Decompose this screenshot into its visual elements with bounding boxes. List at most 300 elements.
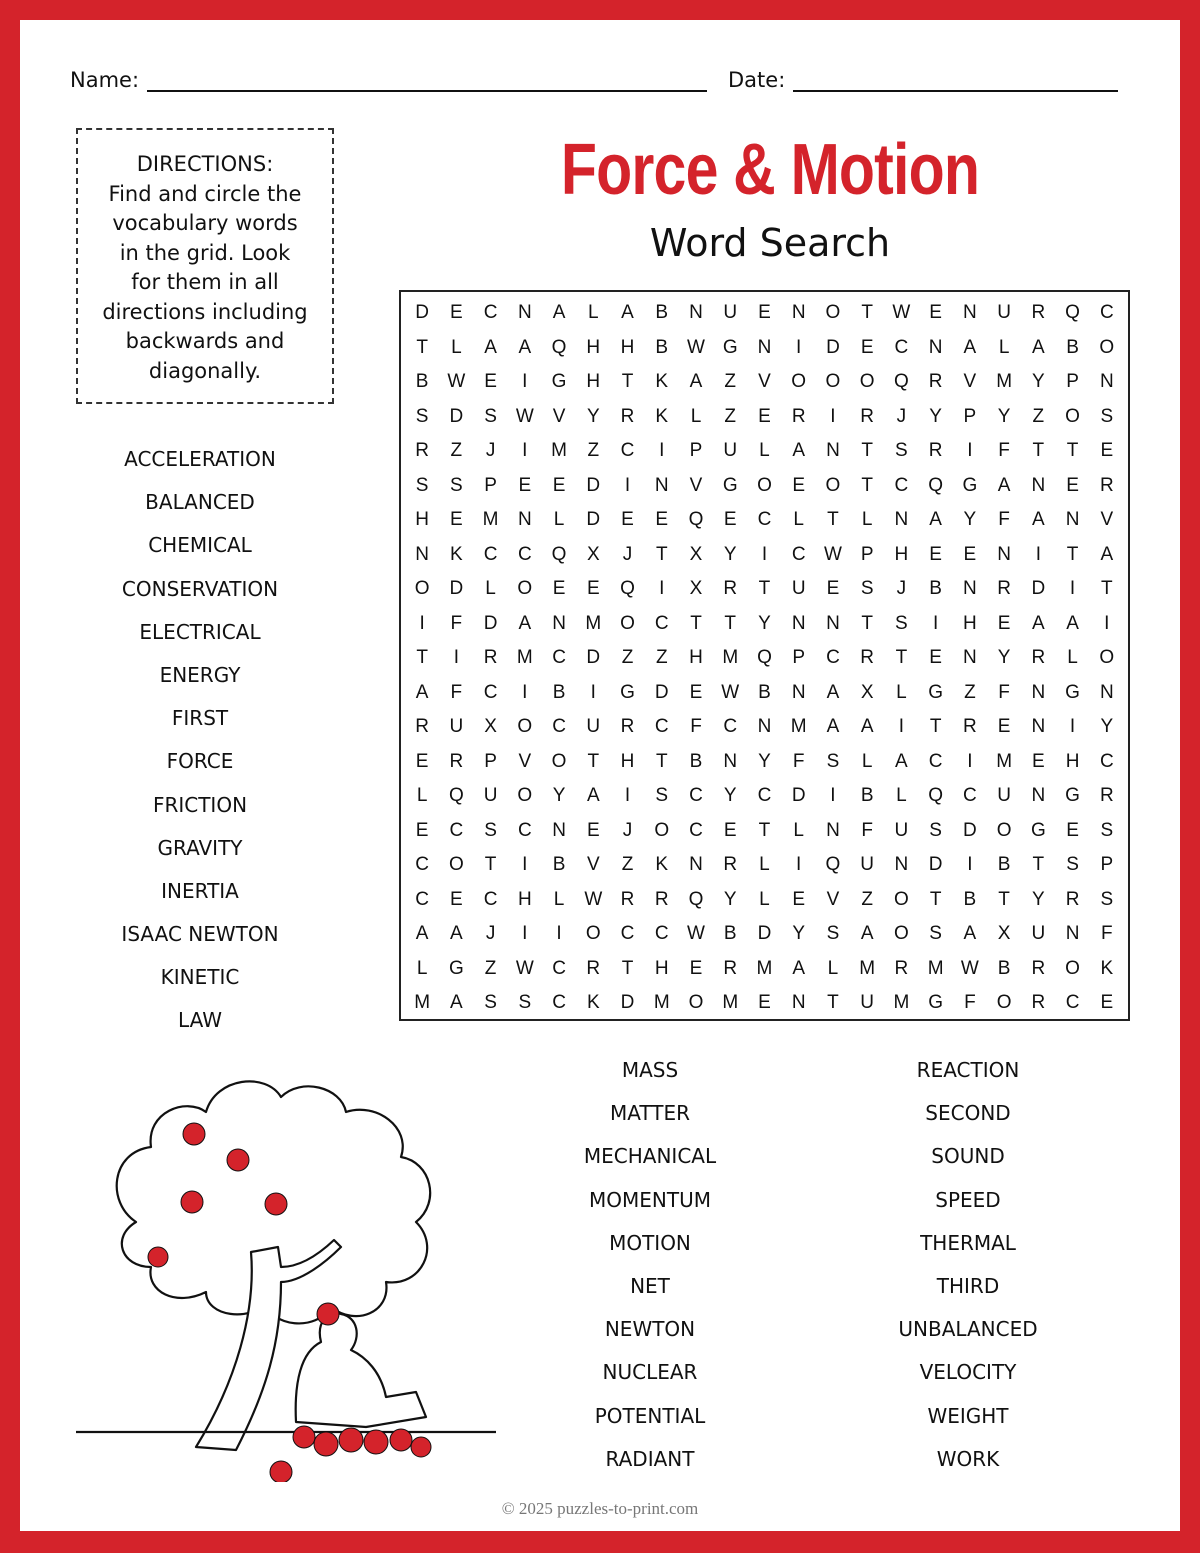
grid-cell[interactable]: P bbox=[1100, 854, 1114, 876]
grid-cell[interactable]: F bbox=[450, 612, 463, 634]
grid-cell[interactable]: L bbox=[451, 336, 462, 358]
grid-cell[interactable]: I bbox=[522, 854, 528, 876]
grid-cell[interactable]: O bbox=[825, 371, 841, 393]
grid-cell[interactable]: L bbox=[1067, 647, 1078, 669]
grid-cell[interactable]: L bbox=[827, 957, 839, 979]
grid-cell[interactable]: C bbox=[654, 612, 669, 634]
grid-cell[interactable]: T bbox=[621, 371, 634, 393]
grid-cell[interactable]: G bbox=[1065, 681, 1080, 703]
grid-cell[interactable]: Y bbox=[997, 405, 1011, 427]
grid-cell[interactable]: R bbox=[415, 716, 429, 738]
grid-cell[interactable]: E bbox=[586, 819, 600, 841]
grid-cell[interactable]: K bbox=[655, 371, 669, 393]
grid-cell[interactable]: B bbox=[655, 302, 669, 324]
grid-cell[interactable]: T bbox=[758, 819, 771, 841]
grid-cell[interactable]: C bbox=[1065, 992, 1080, 1014]
grid-cell[interactable]: T bbox=[621, 957, 634, 979]
grid-cell[interactable]: T bbox=[929, 716, 942, 738]
grid-cell[interactable]: H bbox=[415, 509, 429, 531]
grid-cell[interactable]: Y bbox=[758, 612, 771, 634]
grid-cell[interactable]: X bbox=[689, 578, 703, 600]
grid-cell[interactable]: N bbox=[1031, 681, 1046, 703]
grid-cell[interactable]: N bbox=[894, 854, 909, 876]
date-blank-line[interactable] bbox=[793, 66, 1118, 92]
grid-cell[interactable]: U bbox=[586, 716, 601, 738]
grid-cell[interactable]: R bbox=[586, 957, 601, 979]
grid-cell[interactable]: C bbox=[415, 888, 429, 910]
grid-cell[interactable]: Q bbox=[688, 509, 704, 531]
grid-cell[interactable]: K bbox=[450, 543, 463, 565]
grid-cell[interactable]: W bbox=[823, 543, 842, 565]
grid-cell[interactable]: S bbox=[826, 750, 840, 772]
grid-cell[interactable]: N bbox=[1065, 509, 1080, 531]
grid-cell[interactable]: O bbox=[517, 785, 533, 807]
grid-cell[interactable]: L bbox=[690, 405, 702, 427]
grid-cell[interactable]: D bbox=[826, 336, 840, 358]
grid-cell[interactable]: B bbox=[758, 681, 771, 703]
grid-cell[interactable]: A bbox=[860, 923, 874, 945]
grid-cell[interactable]: O bbox=[791, 371, 807, 393]
grid-cell[interactable]: G bbox=[448, 957, 464, 979]
grid-cell[interactable]: P bbox=[963, 405, 977, 427]
grid-cell[interactable]: C bbox=[620, 923, 635, 945]
grid-cell[interactable]: N bbox=[1031, 716, 1046, 738]
grid-cell[interactable]: A bbox=[1031, 612, 1045, 634]
grid-cell[interactable]: R bbox=[791, 405, 806, 427]
grid-cell[interactable]: K bbox=[655, 854, 669, 876]
grid-cell[interactable]: R bbox=[860, 405, 875, 427]
grid-cell[interactable]: Z bbox=[964, 681, 976, 703]
grid-cell[interactable]: M bbox=[585, 612, 602, 634]
grid-cell[interactable]: N bbox=[552, 819, 566, 841]
grid-cell[interactable]: C bbox=[517, 819, 532, 841]
grid-cell[interactable]: C bbox=[1099, 750, 1114, 772]
grid-cell[interactable]: N bbox=[997, 543, 1011, 565]
grid-cell[interactable]: Q bbox=[688, 888, 704, 910]
grid-cell[interactable]: O bbox=[620, 612, 635, 634]
grid-cell[interactable]: D bbox=[449, 405, 464, 427]
grid-cell[interactable]: Y bbox=[586, 405, 600, 427]
grid-cell[interactable]: G bbox=[722, 474, 738, 496]
grid-cell[interactable]: H bbox=[654, 957, 669, 979]
grid-cell[interactable]: T bbox=[827, 509, 839, 531]
word-search-grid[interactable] bbox=[399, 290, 1130, 1021]
grid-cell[interactable]: Y bbox=[963, 509, 977, 531]
grid-cell[interactable]: N bbox=[1031, 785, 1046, 807]
grid-cell[interactable]: O bbox=[1065, 405, 1080, 427]
grid-cell[interactable]: J bbox=[485, 923, 496, 945]
grid-cell[interactable]: S bbox=[1100, 819, 1114, 841]
grid-cell[interactable]: D bbox=[1031, 578, 1046, 600]
grid-cell[interactable]: C bbox=[552, 957, 566, 979]
grid-cell[interactable]: G bbox=[1065, 785, 1080, 807]
grid-cell[interactable]: A bbox=[826, 716, 840, 738]
grid-cell[interactable]: O bbox=[996, 819, 1012, 841]
grid-cell[interactable]: N bbox=[552, 612, 566, 634]
grid-cell[interactable]: F bbox=[450, 681, 463, 703]
grid-cell[interactable]: E bbox=[415, 750, 429, 772]
grid-cell[interactable]: S bbox=[895, 612, 908, 634]
grid-cell[interactable]: Z bbox=[724, 405, 737, 427]
grid-cell[interactable]: O bbox=[517, 716, 533, 738]
grid-cell[interactable]: B bbox=[997, 957, 1011, 979]
grid-cell[interactable]: J bbox=[622, 543, 633, 565]
grid-cell[interactable]: W bbox=[721, 681, 740, 703]
grid-cell[interactable]: S bbox=[518, 992, 532, 1014]
grid-cell[interactable]: S bbox=[929, 923, 942, 945]
grid-cell[interactable]: R bbox=[997, 578, 1011, 600]
grid-cell[interactable]: U bbox=[860, 854, 875, 876]
grid-cell[interactable]: Z bbox=[724, 371, 737, 393]
grid-cell[interactable]: N bbox=[757, 336, 772, 358]
grid-cell[interactable]: E bbox=[826, 578, 840, 600]
grid-cell[interactable]: Y bbox=[723, 543, 737, 565]
grid-cell[interactable]: D bbox=[586, 474, 601, 496]
grid-cell[interactable]: E bbox=[450, 302, 463, 324]
grid-cell[interactable]: O bbox=[1099, 336, 1115, 358]
grid-cell[interactable]: I bbox=[932, 612, 939, 634]
grid-cell[interactable]: C bbox=[654, 923, 669, 945]
grid-cell[interactable]: U bbox=[483, 785, 498, 807]
grid-cell[interactable]: R bbox=[620, 716, 635, 738]
grid-cell[interactable]: Q bbox=[1065, 302, 1080, 324]
grid-cell[interactable]: N bbox=[791, 992, 806, 1014]
grid-cell[interactable]: L bbox=[416, 957, 428, 979]
grid-cell[interactable]: C bbox=[517, 543, 532, 565]
grid-cell[interactable]: T bbox=[1066, 543, 1079, 565]
grid-cell[interactable]: I bbox=[967, 440, 973, 462]
grid-cell[interactable]: G bbox=[962, 474, 978, 496]
grid-cell[interactable]: C bbox=[552, 992, 566, 1014]
grid-cell[interactable]: W bbox=[687, 336, 705, 358]
grid-cell[interactable]: E bbox=[484, 371, 497, 393]
grid-cell[interactable]: T bbox=[690, 612, 702, 634]
grid-cell[interactable]: E bbox=[689, 957, 703, 979]
grid-cell[interactable]: O bbox=[859, 371, 875, 393]
grid-cell[interactable]: P bbox=[792, 647, 806, 669]
grid-cell[interactable]: V bbox=[1100, 509, 1114, 531]
grid-cell[interactable]: M bbox=[482, 509, 499, 531]
grid-cell[interactable]: C bbox=[1099, 302, 1114, 324]
grid-cell[interactable]: I bbox=[830, 405, 836, 427]
grid-cell[interactable]: T bbox=[1032, 440, 1045, 462]
grid-cell[interactable]: I bbox=[590, 681, 596, 703]
grid-cell[interactable]: F bbox=[861, 819, 873, 841]
grid-cell[interactable]: L bbox=[416, 785, 428, 807]
grid-cell[interactable]: N bbox=[963, 302, 977, 324]
grid-cell[interactable]: Y bbox=[723, 888, 737, 910]
grid-cell[interactable]: N bbox=[689, 854, 703, 876]
grid-cell[interactable]: C bbox=[483, 302, 498, 324]
grid-cell[interactable]: S bbox=[1066, 854, 1079, 876]
grid-cell[interactable]: S bbox=[415, 474, 429, 496]
grid-cell[interactable]: H bbox=[586, 336, 601, 358]
grid-cell[interactable]: E bbox=[997, 716, 1011, 738]
grid-cell[interactable]: R bbox=[1031, 957, 1046, 979]
grid-cell[interactable]: A bbox=[621, 302, 634, 324]
grid-cell[interactable]: K bbox=[1100, 957, 1114, 979]
name-blank-line[interactable] bbox=[147, 66, 707, 92]
grid-cell[interactable]: J bbox=[896, 578, 907, 600]
grid-cell[interactable]: L bbox=[793, 819, 804, 841]
grid-cell[interactable]: D bbox=[757, 923, 772, 945]
grid-cell[interactable]: A bbox=[826, 681, 840, 703]
grid-cell[interactable]: E bbox=[792, 474, 806, 496]
grid-cell[interactable]: G bbox=[551, 371, 567, 393]
grid-cell[interactable]: F bbox=[998, 440, 1010, 462]
grid-cell[interactable]: C bbox=[415, 854, 429, 876]
grid-cell[interactable]: B bbox=[929, 578, 942, 600]
grid-cell[interactable]: I bbox=[830, 785, 836, 807]
grid-cell[interactable]: O bbox=[448, 854, 464, 876]
grid-cell[interactable]: O bbox=[996, 992, 1012, 1014]
grid-cell[interactable]: D bbox=[791, 785, 806, 807]
grid-cell[interactable]: B bbox=[997, 854, 1011, 876]
grid-cell[interactable]: Q bbox=[551, 336, 567, 358]
grid-cell[interactable]: B bbox=[860, 785, 874, 807]
grid-cell[interactable]: E bbox=[450, 888, 463, 910]
grid-cell[interactable]: D bbox=[483, 612, 498, 634]
grid-cell[interactable]: E bbox=[552, 474, 566, 496]
grid-cell[interactable]: Z bbox=[587, 440, 600, 462]
grid-cell[interactable]: I bbox=[967, 750, 973, 772]
grid-cell[interactable]: L bbox=[588, 302, 599, 324]
grid-cell[interactable]: T bbox=[758, 578, 771, 600]
grid-cell[interactable]: O bbox=[688, 992, 704, 1014]
grid-cell[interactable]: K bbox=[655, 405, 669, 427]
grid-cell[interactable]: D bbox=[586, 647, 601, 669]
grid-cell[interactable]: A bbox=[586, 785, 600, 807]
grid-cell[interactable]: V bbox=[758, 371, 771, 393]
grid-cell[interactable]: I bbox=[659, 578, 665, 600]
grid-cell[interactable]: W bbox=[960, 957, 979, 979]
grid-cell[interactable]: I bbox=[1069, 716, 1076, 738]
grid-cell[interactable]: H bbox=[963, 612, 977, 634]
grid-cell[interactable]: L bbox=[485, 578, 496, 600]
grid-cell[interactable]: D bbox=[415, 302, 429, 324]
grid-cell[interactable]: A bbox=[792, 957, 806, 979]
grid-cell[interactable]: C bbox=[689, 819, 703, 841]
grid-cell[interactable]: N bbox=[517, 302, 532, 324]
grid-cell[interactable]: C bbox=[552, 716, 566, 738]
grid-cell[interactable]: H bbox=[586, 371, 601, 393]
grid-cell[interactable]: V bbox=[826, 888, 840, 910]
grid-cell[interactable]: A bbox=[929, 509, 942, 531]
grid-cell[interactable]: T bbox=[861, 302, 873, 324]
grid-cell[interactable]: E bbox=[586, 578, 600, 600]
grid-cell[interactable]: M bbox=[722, 647, 739, 669]
grid-cell[interactable]: P bbox=[1066, 371, 1079, 393]
grid-cell[interactable]: E bbox=[929, 302, 942, 324]
grid-cell[interactable]: O bbox=[654, 819, 670, 841]
grid-cell[interactable]: A bbox=[963, 336, 977, 358]
grid-cell[interactable]: S bbox=[895, 440, 908, 462]
grid-cell[interactable]: L bbox=[553, 888, 565, 910]
grid-cell[interactable]: A bbox=[895, 750, 908, 772]
grid-cell[interactable]: A bbox=[1031, 336, 1045, 358]
grid-cell[interactable]: F bbox=[1101, 923, 1113, 945]
grid-cell[interactable]: T bbox=[861, 612, 873, 634]
grid-cell[interactable]: Y bbox=[929, 405, 942, 427]
grid-cell[interactable]: D bbox=[963, 819, 977, 841]
grid-cell[interactable]: U bbox=[449, 716, 464, 738]
grid-cell[interactable]: A bbox=[415, 681, 429, 703]
grid-cell[interactable]: O bbox=[1065, 957, 1080, 979]
grid-cell[interactable]: Z bbox=[861, 888, 873, 910]
grid-cell[interactable]: S bbox=[484, 819, 497, 841]
grid-cell[interactable]: N bbox=[1099, 371, 1114, 393]
grid-cell[interactable]: C bbox=[723, 716, 738, 738]
grid-cell[interactable]: E bbox=[518, 474, 532, 496]
grid-cell[interactable]: M bbox=[551, 440, 567, 462]
grid-cell[interactable]: A bbox=[963, 923, 977, 945]
grid-cell[interactable]: I bbox=[1104, 612, 1110, 634]
grid-cell[interactable]: Z bbox=[621, 854, 634, 876]
grid-cell[interactable]: I bbox=[522, 681, 528, 703]
grid-cell[interactable]: I bbox=[659, 440, 665, 462]
grid-cell[interactable]: B bbox=[963, 888, 977, 910]
grid-cell[interactable]: U bbox=[894, 819, 909, 841]
grid-cell[interactable]: L bbox=[998, 336, 1010, 358]
grid-cell[interactable]: T bbox=[895, 647, 908, 669]
grid-cell[interactable]: Q bbox=[825, 854, 841, 876]
grid-cell[interactable]: N bbox=[963, 578, 977, 600]
grid-cell[interactable]: D bbox=[928, 854, 943, 876]
grid-cell[interactable]: T bbox=[1066, 440, 1079, 462]
grid-cell[interactable]: E bbox=[723, 819, 737, 841]
grid-cell[interactable]: R bbox=[654, 888, 669, 910]
grid-cell[interactable]: O bbox=[894, 888, 909, 910]
grid-cell[interactable]: B bbox=[552, 854, 566, 876]
grid-cell[interactable]: R bbox=[1065, 888, 1080, 910]
grid-cell[interactable]: Y bbox=[997, 647, 1011, 669]
grid-cell[interactable]: R bbox=[860, 647, 875, 669]
grid-cell[interactable]: G bbox=[928, 681, 944, 703]
grid-cell[interactable]: L bbox=[759, 854, 770, 876]
grid-cell[interactable]: N bbox=[928, 336, 943, 358]
grid-cell[interactable]: P bbox=[860, 543, 874, 565]
grid-cell[interactable]: R bbox=[449, 750, 464, 772]
grid-cell[interactable]: I bbox=[522, 923, 528, 945]
grid-cell[interactable]: Y bbox=[1031, 888, 1045, 910]
grid-cell[interactable]: L bbox=[861, 509, 873, 531]
grid-cell[interactable]: I bbox=[1035, 543, 1041, 565]
grid-cell[interactable]: E bbox=[1066, 474, 1079, 496]
grid-cell[interactable]: M bbox=[414, 992, 431, 1014]
grid-cell[interactable]: C bbox=[552, 647, 566, 669]
grid-cell[interactable]: N bbox=[415, 543, 429, 565]
grid-cell[interactable]: M bbox=[756, 957, 773, 979]
grid-cell[interactable]: V bbox=[518, 750, 532, 772]
grid-cell[interactable]: S bbox=[860, 578, 874, 600]
grid-cell[interactable]: E bbox=[963, 543, 977, 565]
grid-cell[interactable]: A bbox=[415, 923, 429, 945]
grid-cell[interactable]: N bbox=[963, 647, 977, 669]
grid-cell[interactable]: N bbox=[894, 509, 909, 531]
grid-cell[interactable]: X bbox=[997, 923, 1011, 945]
grid-cell[interactable]: I bbox=[761, 543, 768, 565]
grid-cell[interactable]: Z bbox=[1032, 405, 1045, 427]
grid-cell[interactable]: E bbox=[1031, 750, 1045, 772]
grid-cell[interactable]: V bbox=[963, 371, 977, 393]
grid-cell[interactable]: I bbox=[624, 474, 631, 496]
grid-cell[interactable]: O bbox=[757, 474, 772, 496]
grid-cell[interactable]: V bbox=[586, 854, 600, 876]
grid-cell[interactable]: R bbox=[1099, 785, 1114, 807]
grid-cell[interactable]: E bbox=[655, 509, 669, 531]
grid-cell[interactable]: A bbox=[860, 716, 874, 738]
grid-cell[interactable]: R bbox=[723, 578, 738, 600]
grid-cell[interactable]: E bbox=[792, 888, 806, 910]
grid-cell[interactable]: I bbox=[967, 854, 973, 876]
grid-cell[interactable]: A bbox=[1100, 543, 1114, 565]
grid-cell[interactable]: O bbox=[894, 923, 909, 945]
grid-cell[interactable]: N bbox=[1031, 474, 1046, 496]
grid-cell[interactable]: E bbox=[929, 647, 942, 669]
grid-cell[interactable]: M bbox=[722, 992, 739, 1014]
grid-cell[interactable]: P bbox=[484, 750, 497, 772]
grid-cell[interactable]: C bbox=[689, 785, 703, 807]
grid-cell[interactable]: N bbox=[826, 612, 840, 634]
grid-cell[interactable]: N bbox=[1065, 923, 1080, 945]
grid-cell[interactable]: R bbox=[1031, 647, 1046, 669]
grid-cell[interactable]: A bbox=[450, 992, 463, 1014]
grid-cell[interactable]: I bbox=[522, 440, 528, 462]
grid-cell[interactable]: D bbox=[620, 992, 635, 1014]
grid-cell[interactable]: W bbox=[687, 923, 705, 945]
grid-cell[interactable]: E bbox=[758, 992, 771, 1014]
grid-cell[interactable]: M bbox=[516, 647, 533, 669]
grid-cell[interactable]: L bbox=[759, 440, 770, 462]
grid-cell[interactable]: S bbox=[484, 992, 497, 1014]
grid-cell[interactable]: O bbox=[825, 474, 841, 496]
grid-cell[interactable]: R bbox=[1031, 992, 1046, 1014]
grid-cell[interactable]: A bbox=[518, 612, 532, 634]
grid-cell[interactable]: W bbox=[515, 405, 534, 427]
grid-cell[interactable]: Q bbox=[551, 543, 567, 565]
grid-cell[interactable]: Q bbox=[448, 785, 464, 807]
grid-cell[interactable]: V bbox=[689, 474, 703, 496]
grid-cell[interactable]: U bbox=[997, 302, 1011, 324]
grid-cell[interactable]: I bbox=[624, 785, 631, 807]
grid-cell[interactable]: Q bbox=[928, 474, 944, 496]
grid-cell[interactable]: X bbox=[689, 543, 703, 565]
grid-cell[interactable]: I bbox=[419, 612, 425, 634]
grid-cell[interactable]: E bbox=[1100, 440, 1114, 462]
grid-cell[interactable]: Q bbox=[757, 647, 772, 669]
grid-cell[interactable]: R bbox=[1031, 302, 1046, 324]
grid-cell[interactable]: H bbox=[1065, 750, 1080, 772]
grid-cell[interactable]: E bbox=[689, 681, 703, 703]
grid-cell[interactable]: Q bbox=[894, 371, 909, 393]
grid-cell[interactable]: L bbox=[896, 681, 907, 703]
grid-cell[interactable]: B bbox=[723, 923, 737, 945]
grid-cell[interactable]: E bbox=[1066, 819, 1079, 841]
grid-cell[interactable]: N bbox=[757, 716, 772, 738]
grid-cell[interactable]: B bbox=[689, 750, 703, 772]
grid-cell[interactable]: G bbox=[1030, 819, 1046, 841]
grid-cell[interactable]: R bbox=[1099, 474, 1114, 496]
grid-cell[interactable]: U bbox=[791, 578, 806, 600]
grid-cell[interactable]: N bbox=[791, 302, 806, 324]
grid-cell[interactable]: R bbox=[928, 371, 943, 393]
grid-cell[interactable]: S bbox=[484, 405, 497, 427]
grid-cell[interactable]: P bbox=[484, 474, 497, 496]
grid-cell[interactable]: O bbox=[414, 578, 430, 600]
grid-cell[interactable]: T bbox=[724, 612, 737, 634]
grid-cell[interactable]: J bbox=[485, 440, 496, 462]
grid-cell[interactable]: C bbox=[483, 543, 498, 565]
